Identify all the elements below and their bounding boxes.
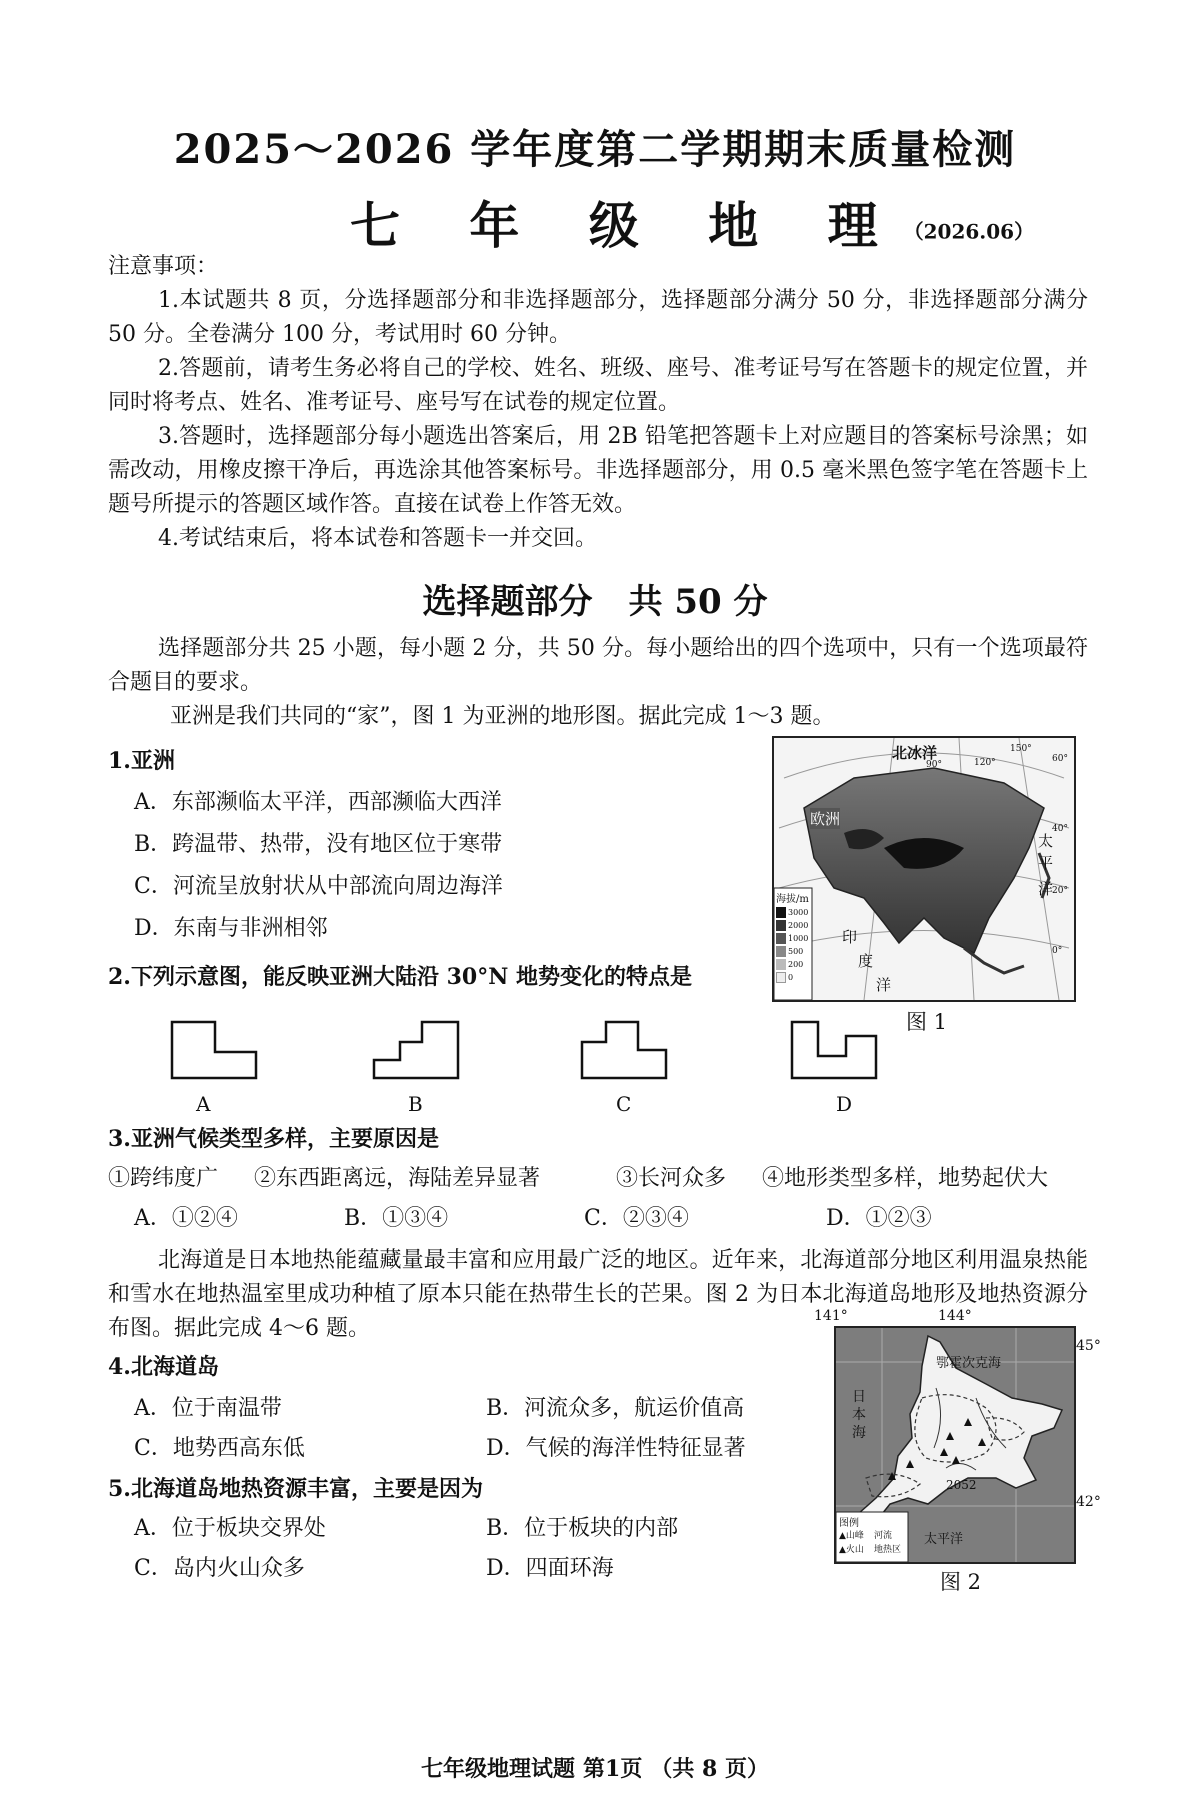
note-2: 2.答题前，请考生务必将自己的学校、姓名、班级、座号、准考证号写在答题卡的规定位置，并同时将考点、姓名、准考证号、座号写在试卷的规定位置。 — [108, 356, 1088, 415]
figure-1-asia-map — [772, 736, 1076, 1002]
section-title — [0, 574, 1190, 623]
q4-option-d: D．气候的海洋性特征显著 — [486, 1436, 746, 1461]
q3-option-c: C．②③④ — [584, 1206, 689, 1231]
q3-statement-1: ①跨纬度广 — [108, 1166, 219, 1191]
legend-value: 200 — [788, 960, 804, 969]
label-arctic-ocean: 北冰洋 — [892, 744, 938, 762]
section-name: 选择题部分 — [422, 582, 593, 622]
q2-label-b: B — [408, 1092, 423, 1116]
label-lon-90: 90° — [926, 760, 942, 770]
q4-option-a: A．位于南温带 — [134, 1396, 282, 1421]
label-pacific-1: 太 — [1038, 832, 1054, 850]
label-lat-60: 60° — [1052, 754, 1068, 764]
footer-subject: 七年级地理试题 — [421, 1756, 576, 1782]
legend-river: 河流 — [874, 1531, 893, 1541]
q1-option-d: D．东南与非洲相邻 — [134, 916, 328, 941]
footer-total: （共 8 页） — [650, 1756, 769, 1782]
q1-option-a: A．东部濒临太平洋，西部濒临大西洋 — [134, 790, 502, 815]
fig2-lat-42: 42° — [1076, 1494, 1101, 1510]
label-indian-1: 印 — [842, 928, 858, 946]
label-lat-40: 40° — [1052, 824, 1068, 834]
legend-title: 图例 — [839, 1518, 859, 1529]
subject-name: 七 年 级 地 理 — [350, 196, 904, 255]
legend-value: 1000 — [788, 934, 809, 943]
q3-option-b: B．①③④ — [344, 1206, 449, 1231]
question-4-stem: 4.北海道岛 — [108, 1354, 219, 1380]
subject-title — [350, 186, 1034, 258]
notes-heading: 注意事项： — [108, 254, 219, 279]
figure-2-hokkaido-map — [834, 1326, 1076, 1564]
label-indian-2: 度 — [858, 952, 874, 970]
group2-stem: 北海道是日本地热能蕴藏量最丰富和应用最广泛的地区。近年来，北海道部分地区利用温泉热能和雪水在地热温室里成功种植了原本只能在热带生长的芒果。图 2 为日本北海道岛地形及地热资源分布图。据此完成 4～6 题。 — [108, 1248, 1088, 1341]
fig2-lon-141: 141° — [814, 1308, 848, 1324]
q3-option-a: A．①②④ — [134, 1206, 238, 1231]
legend-value: 3000 — [788, 908, 809, 917]
note-1: 1.本试题共 8 页，分选择题部分和非选择题部分，选择题部分满分 50 分，非选择题部分满分 50 分。全卷满分 100 分，考试用时 60 分钟。 — [108, 288, 1088, 347]
legend-value: 500 — [788, 947, 804, 956]
q2-diagram-c — [580, 1020, 670, 1080]
note-4: 4.考试结束后，将本试卷和答题卡一并交回。 — [158, 526, 597, 551]
figure-2-caption: 图 2 — [940, 1570, 982, 1594]
question-5-stem: 5.北海道岛地热资源丰富，主要是因为 — [108, 1476, 483, 1502]
fig2-lat-45: 45° — [1076, 1338, 1101, 1354]
exam-title: 2025～2026 学年度第二学期期末质量检测 — [173, 126, 1017, 173]
legend-peak: ▲山峰 — [839, 1531, 864, 1541]
page-footer — [0, 1752, 1190, 1783]
figure-1-caption: 图 1 — [906, 1010, 948, 1034]
group1-stem: 亚洲是我们共同的“家”，图 1 为亚洲的地形图。据此完成 1～3 题。 — [170, 704, 835, 729]
q4-option-b: B．河流众多，航运价值高 — [486, 1396, 745, 1421]
q5-option-b: B．位于板块的内部 — [486, 1516, 679, 1541]
legend-value: 2000 — [788, 921, 809, 930]
asia-terrain-map — [774, 738, 1074, 1000]
legend-elevation-title: 海拔/m — [776, 894, 809, 905]
section-score: 共 50 分 — [628, 582, 768, 622]
q2-label-d: D — [836, 1092, 853, 1116]
q2-label-c: C — [616, 1092, 632, 1116]
q2-label-a: A — [196, 1092, 211, 1116]
q3-statement-4: ④地形类型多样，地势起伏大 — [762, 1166, 1049, 1191]
q2-diagram-b — [372, 1020, 462, 1080]
q1-option-c: C．河流呈放射状从中部流向周边海洋 — [134, 874, 503, 899]
label-lon-120: 120° — [974, 758, 996, 768]
question-3-stem: 3.亚洲气候类型多样，主要原因是 — [108, 1126, 439, 1152]
exam-date: （2026.06） — [903, 219, 1035, 244]
label-pacific-ocean: 太平洋 — [924, 1532, 964, 1547]
label-indian-3: 洋 — [876, 976, 892, 994]
q3-statement-2: ②东西距离远，海陆差异显著 — [254, 1166, 541, 1191]
legend-elevation — [776, 906, 810, 984]
label-pacific-3: 洋 — [1038, 880, 1054, 898]
legend-geothermal: 地热区 — [874, 1545, 902, 1555]
label-okhotsk-sea: 鄂霍次克海 — [936, 1356, 1002, 1371]
q1-option-b: B．跨温带、热带，没有地区位于寒带 — [134, 832, 503, 857]
label-europe: 欧洲 — [810, 810, 841, 828]
q4-option-c: C．地势西高东低 — [134, 1436, 305, 1461]
footer-page: 第1页 — [583, 1756, 643, 1782]
label-sea-of-japan: 日本海 — [852, 1389, 866, 1441]
section-intro: 选择题部分共 25 小题，每小题 2 分，共 50 分。每小题给出的四个选项中，只有一个选项最符合题目的要求。 — [108, 636, 1088, 695]
fig2-lon-144: 144° — [938, 1308, 972, 1324]
question-2-stem: 2.下列示意图，能反映亚洲大陆沿 30°N 地势变化的特点是 — [108, 964, 693, 990]
label-lat-0: 0° — [1052, 946, 1063, 956]
legend-value: 0 — [788, 973, 794, 982]
label-lat-20: 20° — [1052, 886, 1068, 896]
q5-option-d: D．四面环海 — [486, 1556, 614, 1581]
q3-option-d: D．①②③ — [826, 1206, 932, 1231]
q5-option-c: C．岛内火山众多 — [134, 1556, 305, 1581]
question-1-stem: 1.亚洲 — [108, 748, 175, 774]
label-lon-150: 150° — [1010, 744, 1032, 754]
label-peak-elevation: 2052 — [946, 1478, 977, 1492]
q2-diagram-d — [790, 1020, 880, 1080]
q5-option-a: A．位于板块交界处 — [134, 1516, 326, 1541]
note-3: 3.答题时，选择题部分每小题选出答案后，用 2B 铅笔把答题卡上对应题目的答案标号涂黑；如需改动，用橡皮擦干净后，再选涂其他答案标号。非选择题部分，用 0.5 毫米黑色签字笔在答题卡上题号所提示的答题区域作答。直接在试卷上作答无效。 — [108, 424, 1088, 517]
label-pacific-2: 平 — [1038, 854, 1054, 872]
q3-statement-3: ③长河众多 — [616, 1166, 727, 1191]
q2-diagram-a — [170, 1020, 260, 1080]
legend-volcano: ▲火山 — [839, 1545, 864, 1555]
